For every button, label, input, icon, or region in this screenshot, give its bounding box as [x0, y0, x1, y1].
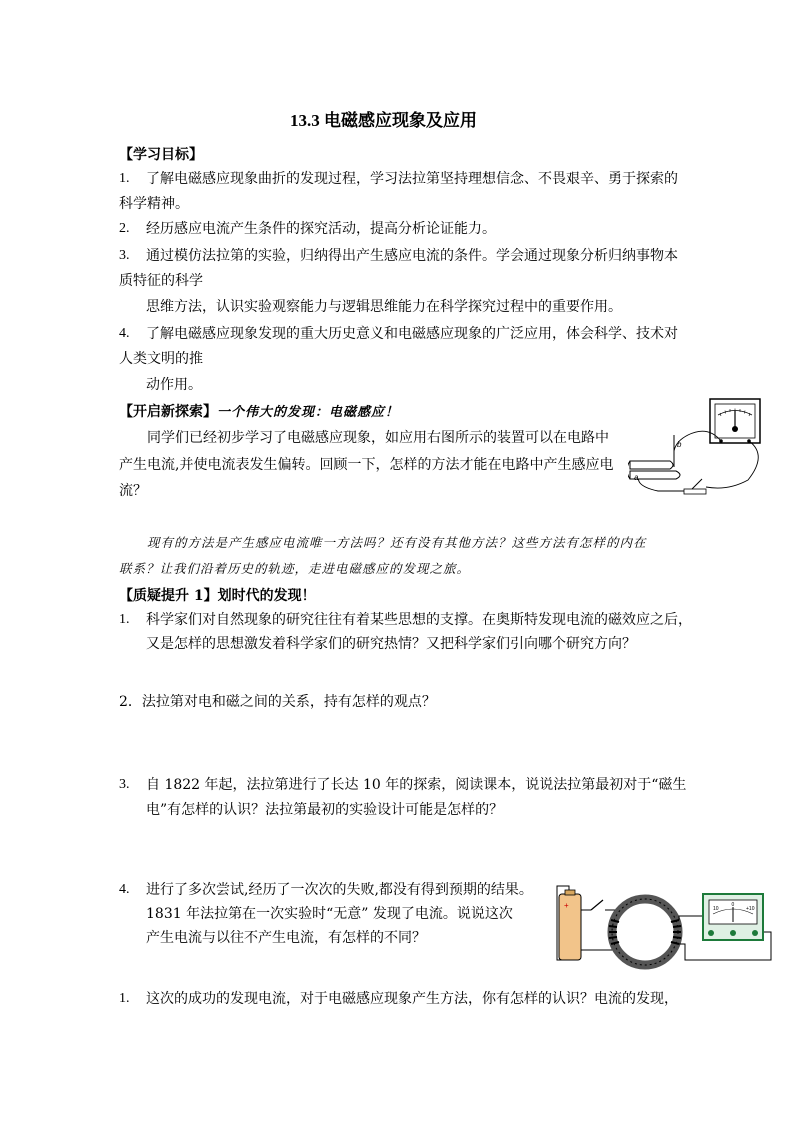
goal-1-line-1: 了解电磁感应现象曲折的发现过程，学习法拉第坚持理想信念、不畏艰辛、勇于探索的 [146, 171, 678, 187]
wire-right [706, 441, 758, 488]
q1-item-5-number: 1. [119, 991, 130, 1006]
q1-item-4-number: 4. [119, 882, 130, 897]
q1-item-1-number: 1. [119, 612, 130, 627]
scale-left: 10 [713, 906, 719, 912]
switch-lever [591, 900, 603, 910]
galvanometer-terminal-left [708, 930, 714, 936]
goal-4-line-1: 了解电磁感应现象发现的重大历史意义和电磁感应现象的广泛应用，体会科学、技术对 [146, 326, 678, 342]
q1-heading [119, 585, 316, 605]
label-b: b [677, 440, 682, 449]
battery-plus-icon: + [564, 901, 569, 910]
label-a: a [634, 473, 639, 482]
q1-item-4-line-3: 产生电流与以往不产生电流，有怎样的不同？ [146, 930, 426, 946]
goal-4-line-2: 人类文明的推 [119, 351, 203, 367]
faraday-ring-figure [545, 880, 773, 972]
explore-p2-line-1: 现有的方法是产生感应电流唯一方法吗？还有没有其他方法？这些方法有怎样的内在 [147, 535, 647, 550]
goals-header: 【学习目标】 [119, 147, 203, 163]
magnet-upper-arm [630, 461, 673, 469]
q1-subtitle: 划时代的发现！ [217, 588, 316, 604]
goal-4-number: 4. [119, 326, 130, 341]
goal-3-number: 3. [119, 248, 130, 263]
q1-item-3-number: 3. [119, 777, 130, 792]
galvanometer-terminal-middle [730, 930, 736, 936]
goal-1-line-2: 科学精神。 [119, 196, 189, 212]
induction-apparatus-figure [628, 395, 778, 500]
goal-2-line-1: 经历感应电流产生条件的探究活动，提高分析论证能力。 [146, 221, 496, 237]
explore-heading [119, 401, 399, 421]
q1-item-1-line-1: 科学家们对自然现象的研究往往有着某些思想的支撑。在奥斯特发现电流的磁效应之后， [146, 612, 692, 628]
goal-4-line-3: 动作用。 [146, 377, 202, 393]
q1-item-2: 2．法拉第对电和磁之间的关系，持有怎样的观点？ [119, 694, 436, 710]
q1-item-5-line-1: 这次的成功的发现电流，对于电磁感应现象产生方法，你有怎样的认识？电流的发现， [146, 991, 678, 1007]
switch-lever [692, 479, 702, 489]
q1-header: 【质疑提升 1】 [119, 588, 218, 604]
goal-3-line-1: 通过模仿法拉第的实验，归纳得出产生感应电流的条件。学会通过现象分析归纳事物本 [146, 248, 678, 264]
explore-p2-line-2: 联系？让我们沿着历史的轨迹，走进电磁感应的发现之旅。 [119, 561, 471, 576]
galvanometer-terminal-right [752, 930, 758, 936]
scale-right: +10 [746, 906, 755, 912]
q1-item-4-line-2: 1831 年法拉第在一次实验时“无意” 发现了电流。说说这次 [146, 906, 513, 922]
q1-item-4-line-1: 进行了多次尝试,经历了一次次的失败,都没有得到预期的结果。 [146, 882, 533, 898]
q1-item-1-line-2: 又是怎样的思想激发着科学家们的研究热情？又把科学家们引向哪个研究方向？ [146, 636, 636, 652]
goal-1-number: 1. [119, 171, 130, 186]
explore-p1-line-3: 流？ [119, 483, 147, 499]
page-title: 13.3 电磁感应现象及应用 [290, 111, 477, 130]
switch-base [684, 489, 706, 494]
explore-header: 【开启新探索】 [119, 404, 217, 420]
scale-mid: 0 [731, 902, 735, 908]
q1-item-3-line-1: 自 1822 年起，法拉第进行了长达 10 年的探索，阅读课本，说说法拉第最初对于“磁生 [146, 777, 687, 793]
goal-3-line-3: 思维方法，认识实验观察能力与逻辑思维能力在科学探究过程中的重要作用。 [146, 299, 622, 315]
battery-icon [559, 894, 581, 960]
goal-2-number: 2. [119, 221, 130, 236]
galvanometer-pivot [732, 426, 738, 432]
explore-p1-line-2: 产生电流,并使电流表发生偏转。回顾一下，怎样的方法才能在电路中产生感应电 [119, 457, 614, 473]
explore-p1-line-1: 同学们已经初步学习了电磁感应现象，如应用右图所示的装置可以在电路中 [147, 430, 609, 446]
goal-3-line-2: 质特征的科学 [119, 273, 203, 289]
battery-cap [565, 890, 575, 895]
q1-item-3-line-2: 电”有怎样的认识？法拉第最初的实验设计可能是怎样的？ [146, 802, 504, 818]
explore-subtitle: 一个伟大的发现：电磁感应！ [217, 405, 400, 420]
